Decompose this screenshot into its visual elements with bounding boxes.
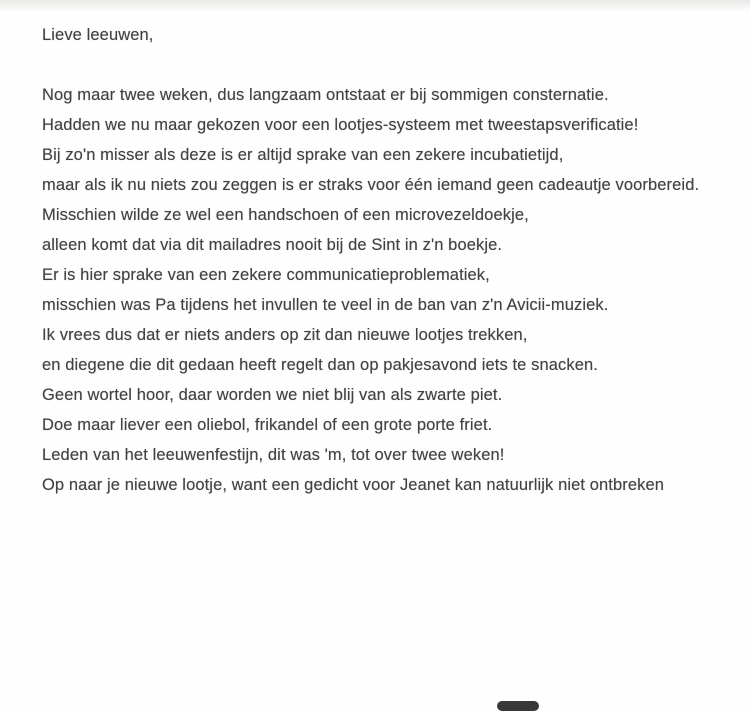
stanza-3 <box>42 200 722 260</box>
poem-line: Er is hier sprake van een zekere communicatieproblematiek, <box>42 266 490 284</box>
poem-line: en diegene die dit gedaan heeft regelt dan op pakjesavond iets te snacken. <box>42 356 598 374</box>
greeting-line: Lieve leeuwen, <box>42 26 154 44</box>
stanza-7 <box>42 440 722 500</box>
stanza-1 <box>42 80 722 140</box>
video-scrubber-handle[interactable] <box>497 701 539 711</box>
poem-line: alleen komt dat via dit mailadres nooit bij de Sint in z'n boekje. <box>42 236 503 254</box>
stanza-2 <box>42 140 722 200</box>
poem-line: Doe maar liever een oliebol, frikandel of een grote porte friet. <box>42 416 493 434</box>
poem-line: Bij zo'n misser als deze is er altijd sprake van een zekere incubatietijd, <box>42 146 564 164</box>
poem-line: Ik vrees dus dat er niets anders op zit dan nieuwe lootjes trekken, <box>42 326 528 344</box>
poem-line: Op naar je nieuwe lootje, want een gedicht voor Jeanet kan natuurlijk niet ontbreken <box>42 476 665 494</box>
poem-line: Misschien wilde ze wel een handschoen of een microvezeldoekje, <box>42 206 529 224</box>
stanza-4 <box>42 260 722 320</box>
poem-line: maar als ik nu niets zou zeggen is er straks voor één iemand geen cadeautje voorbereid. <box>42 176 700 194</box>
poem-line: Nog maar twee weken, dus langzaam ontstaat er bij sommigen consternatie. <box>42 86 609 104</box>
stanza-5 <box>42 320 722 380</box>
stanza-6 <box>42 380 722 440</box>
poem-line: Geen wortel hoor, daar worden we niet blij van als zwarte piet. <box>42 386 503 404</box>
poem-line: Leden van het leeuwenfestijn, dit was 'm, tot over twee weken! <box>42 446 505 464</box>
poem-line: misschien was Pa tijdens het invullen te veel in de ban van z'n Avicii-muziek. <box>42 296 609 314</box>
poem-line: Hadden we nu maar gekozen voor een lootjes-systeem met tweestapsverificatie! <box>42 116 639 134</box>
